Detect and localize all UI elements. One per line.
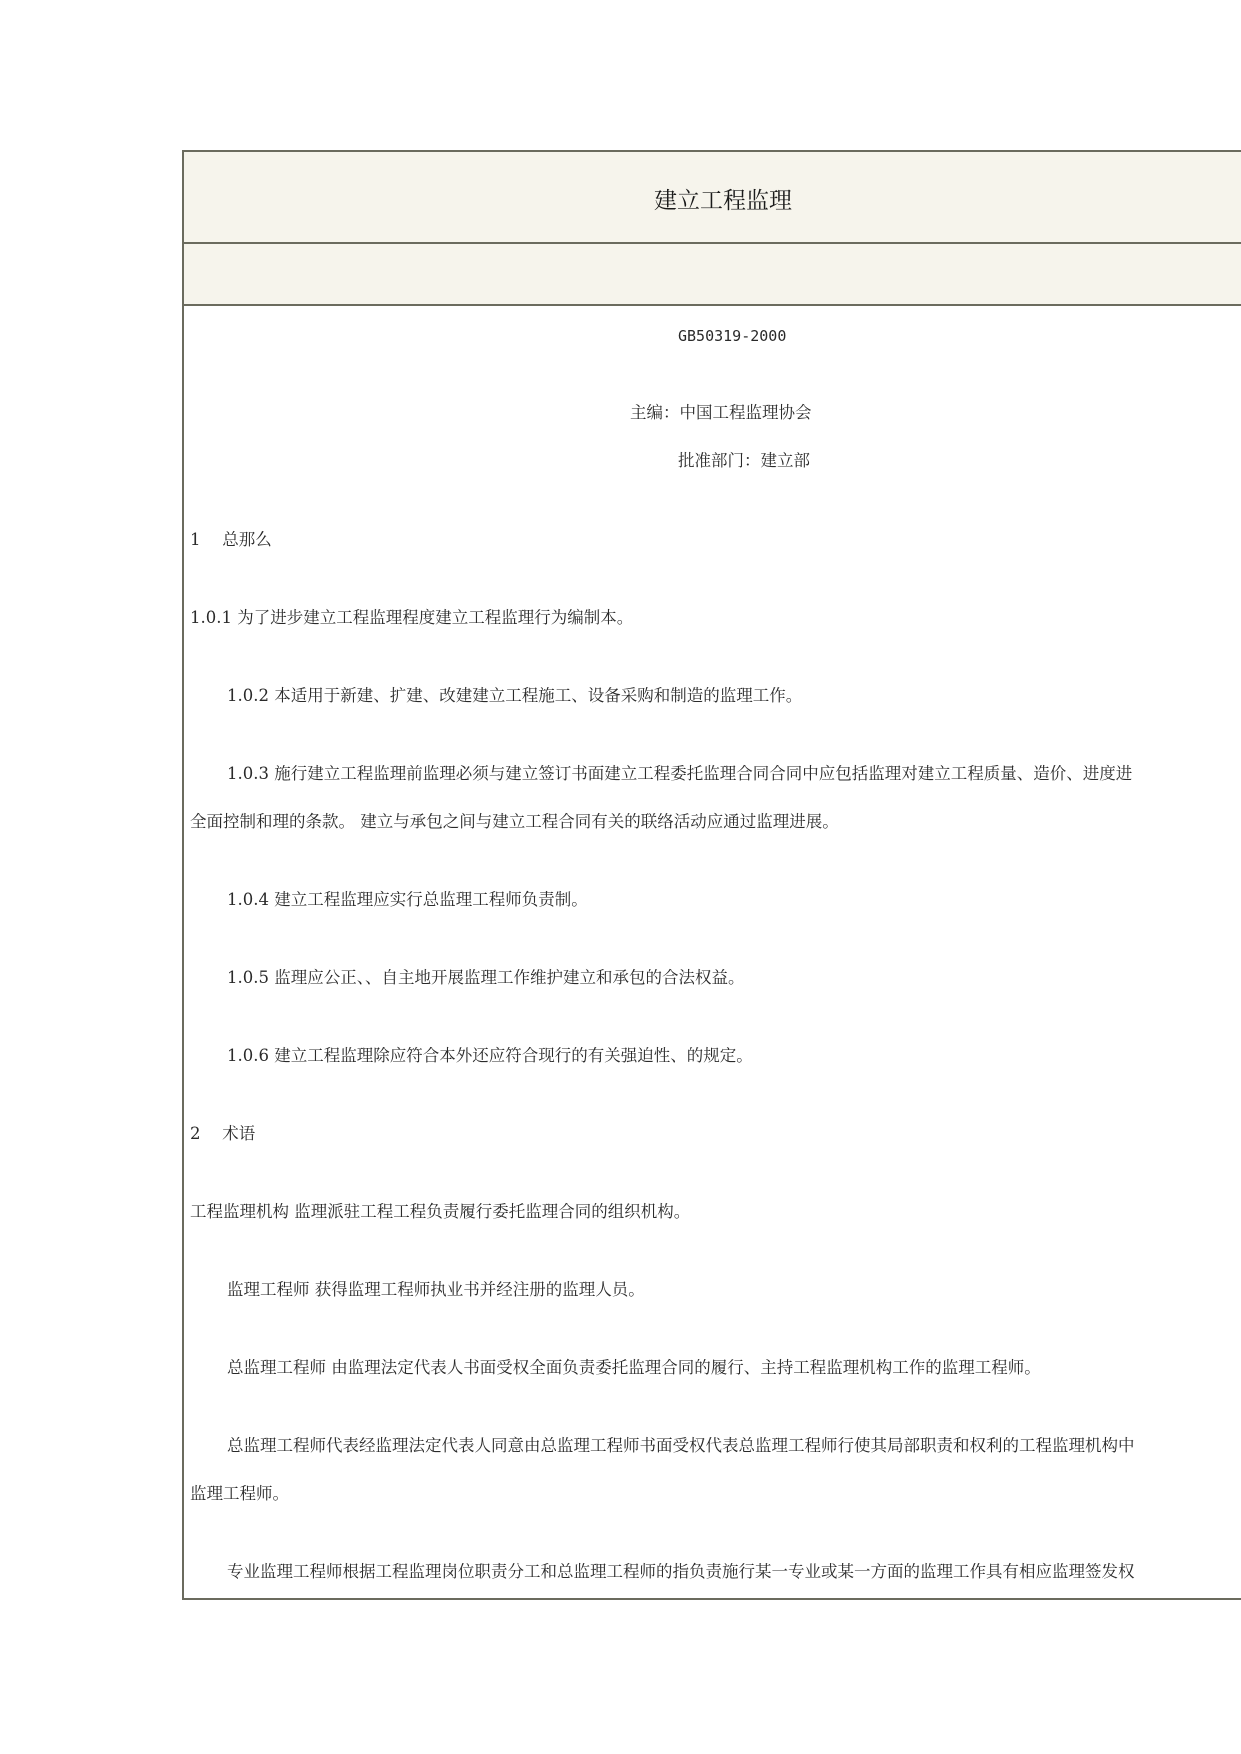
paragraph-1-0-3-line2: 全面控制和理的条款。 建立与承包之间与建立工程合同有关的联络活动应通过监理进展。 — [190, 812, 839, 831]
term-chief-engineer-representative-line1: 总监理工程师代表经监理法定代表人同意由总监理工程师书面受权代表总监理工程师行使其局部职责和权利的工程监理机构中 — [227, 1436, 1135, 1455]
term-supervision-engineer: 监理工程师 获得监理工程师执业书并经注册的监理人员。 — [227, 1280, 645, 1299]
document-title: 建立工程监理 — [654, 188, 792, 214]
paragraph-1-0-2: 1.0.2 本适用于新建、扩建、改建建立工程施工、设备采购和制造的监理工作。 — [227, 686, 803, 705]
subtitle-band — [184, 244, 1241, 306]
section-heading-general: 1 总那么 — [190, 530, 272, 549]
editor-line: 主编：中国工程监理协会 — [630, 403, 812, 422]
paragraph-1-0-3-line1: 1.0.3 施行建立工程监理前监理必须与建立签订书面建立工程委托监理合同合同中应包括监理对建立工程质量、造价、进度进 — [227, 764, 1133, 783]
term-chief-engineer-representative-line2: 监理工程师。 — [190, 1484, 289, 1503]
term-specialist-supervision-engineer: 专业监理工程师根据工程监理岗位职责分工和总监理工程师的指负责施行某一专业或某一方面的监理工作具有相应监理签发权 — [227, 1562, 1135, 1581]
section-heading-terms: 2 术语 — [190, 1124, 256, 1143]
document-frame — [182, 150, 1241, 1600]
term-project-supervision-agency: 工程监理机构 监理派驻工程工程负责履行委托监理合同的组织机构。 — [190, 1202, 691, 1221]
title-band — [184, 152, 1241, 244]
paragraph-1-0-5: 1.0.5 监理应公正、、自主地开展监理工作维护建立和承包的合法权益。 — [227, 968, 745, 987]
paragraph-1-0-6: 1.0.6 建立工程监理除应符合本外还应符合现行的有关强迫性、的规定。 — [227, 1046, 753, 1065]
paragraph-1-0-1: 1.0.1 为了进步建立工程监理程度建立工程监理行为编制本。 — [190, 608, 634, 627]
standard-code: GB50319-2000 — [678, 327, 787, 345]
approver-line: 批准部门：建立部 — [678, 451, 810, 470]
term-chief-supervision-engineer: 总监理工程师 由监理法定代表人书面受权全面负责委托监理合同的履行、主持工程监理机构工作的监理工程师。 — [227, 1358, 1041, 1377]
paragraph-1-0-4: 1.0.4 建立工程监理应实行总监理工程师负责制。 — [227, 890, 588, 909]
